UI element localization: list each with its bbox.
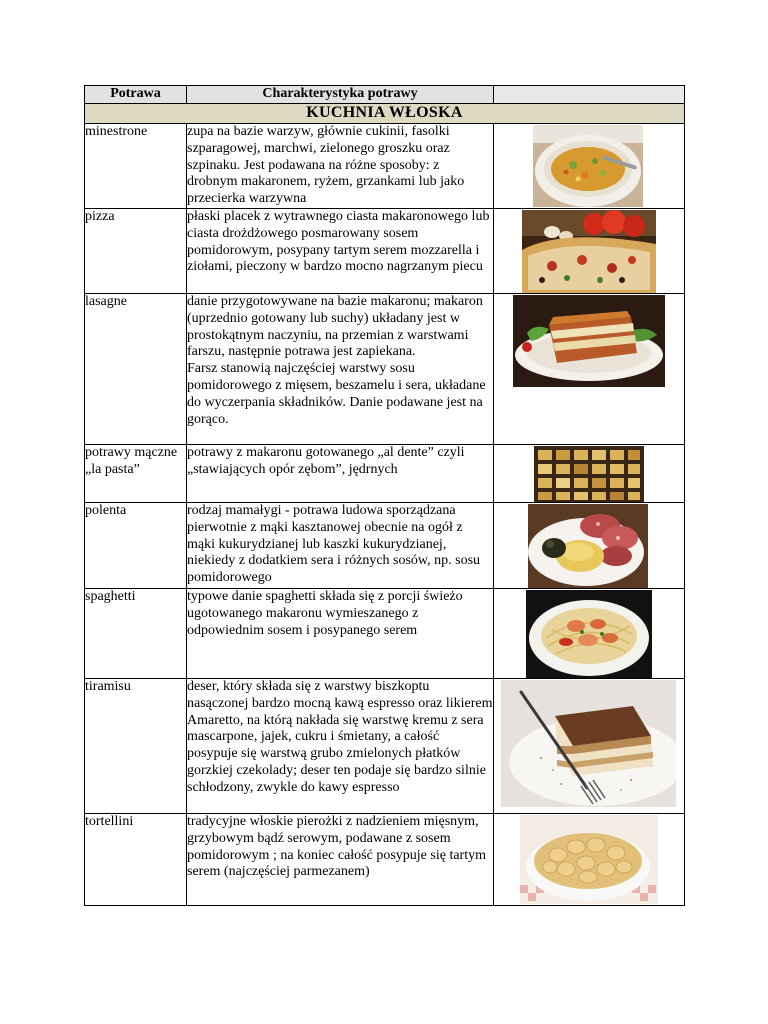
dishes-table bbox=[84, 85, 685, 906]
dish-description: deser, który składa się z warstwy biszkoptu nasączonej bardzo mocną kawą espresso oraz likierem Amaretto, na którą nakłada się warstwę kremu z sera mascarpone, jajek, cukru i śmietany, a całość posypuje się warstwą grubo zmielonych płatków gorzkiej czekolady; deser ten podaje się bardzo silnie schłodzony, zwykle do kawy espresso bbox=[187, 679, 494, 814]
table-row bbox=[85, 589, 685, 679]
dish-description: typowe danie spaghetti składa się z porcji świeżo ugotowanego makaronu wymieszanego z odpowiednim sosem i posypanego serem bbox=[187, 589, 494, 679]
table-row bbox=[85, 679, 685, 814]
header-dish: Potrawa bbox=[85, 86, 187, 104]
tiramisu-photo bbox=[501, 680, 676, 807]
pasta-photo bbox=[534, 446, 644, 502]
dish-name: tiramisu bbox=[85, 679, 187, 814]
dish-description: rodzaj mamałygi - potrawa ludowa sporządzana pierwotnie z mąki kasztanowej obecnie na ogół z mąki kukurydzianej lub kaszki kukurydzianej, niekiedy z dodatkiem sera i różnych sosów, np. sosu pomidorowego bbox=[187, 503, 494, 589]
tortellini-photo bbox=[520, 815, 658, 904]
dish-description: płaski placek z wytrawnego ciasta makaronowego lub ciasta drożdżowego posmarowany sosem pomidorowym, posypany tartym serem mozzarella i ziołami, pieczony w bardzo mocno nagrzanym piecu bbox=[187, 209, 494, 294]
header-image bbox=[494, 86, 685, 104]
dish-name: potrawy mączne „la pasta” bbox=[85, 445, 187, 503]
table-row bbox=[85, 124, 685, 209]
header-description: Charakterystyka potrawy bbox=[187, 86, 494, 104]
table-row bbox=[85, 209, 685, 294]
table-row bbox=[85, 445, 685, 503]
dish-description: potrawy z makaronu gotowanego „al dente” czyli „stawiających opór zębom”, jędrnych bbox=[187, 445, 494, 503]
dish-description: danie przygotowywane na bazie makaronu; makaron (uprzednio gotowany lub suchy) układany jest w prostokątnym naczyniu, na przemian z warstwami farszu, następnie potrawa jest zapiekana. Farsz stanowią najczęściej warstwy sosu pomidorowego z mięsem, beszamelu i sera, układane do wyczerpania składników. Danie podawane jest na gorąco. bbox=[187, 294, 494, 445]
dish-name: spaghetti bbox=[85, 589, 187, 679]
minestrone-photo bbox=[533, 125, 643, 207]
table-row bbox=[85, 814, 685, 906]
polenta-photo bbox=[528, 504, 648, 588]
spaghetti-photo bbox=[526, 590, 652, 678]
dish-name: tortellini bbox=[85, 814, 187, 906]
lasagne-photo bbox=[513, 295, 665, 387]
header-row bbox=[85, 86, 685, 104]
table-row bbox=[85, 294, 685, 445]
dish-name: polenta bbox=[85, 503, 187, 589]
pizza-photo bbox=[522, 210, 656, 293]
dish-name: pizza bbox=[85, 209, 187, 294]
dish-name: lasagne bbox=[85, 294, 187, 445]
table-row bbox=[85, 503, 685, 589]
section-title: KUCHNIA WŁOSKA bbox=[85, 104, 685, 124]
section-row bbox=[85, 104, 685, 124]
dish-description: zupa na bazie warzyw, głównie cukinii, fasolki szparagowej, marchwi, zielonego groszku oraz szpinaku. Jest podawana na różne sposoby: z drobnym makaronem, ryżem, grzankami lub jako przecierka warzywna bbox=[187, 124, 494, 209]
dish-description: tradycyjne włoskie pierożki z nadzieniem mięsnym, grzybowym bądź serowym, podawane z sosem pomidorowym ; na koniec całość posypuje się tartym serem (najczęściej parmezanem) bbox=[187, 814, 494, 906]
dish-name: minestrone bbox=[85, 124, 187, 209]
